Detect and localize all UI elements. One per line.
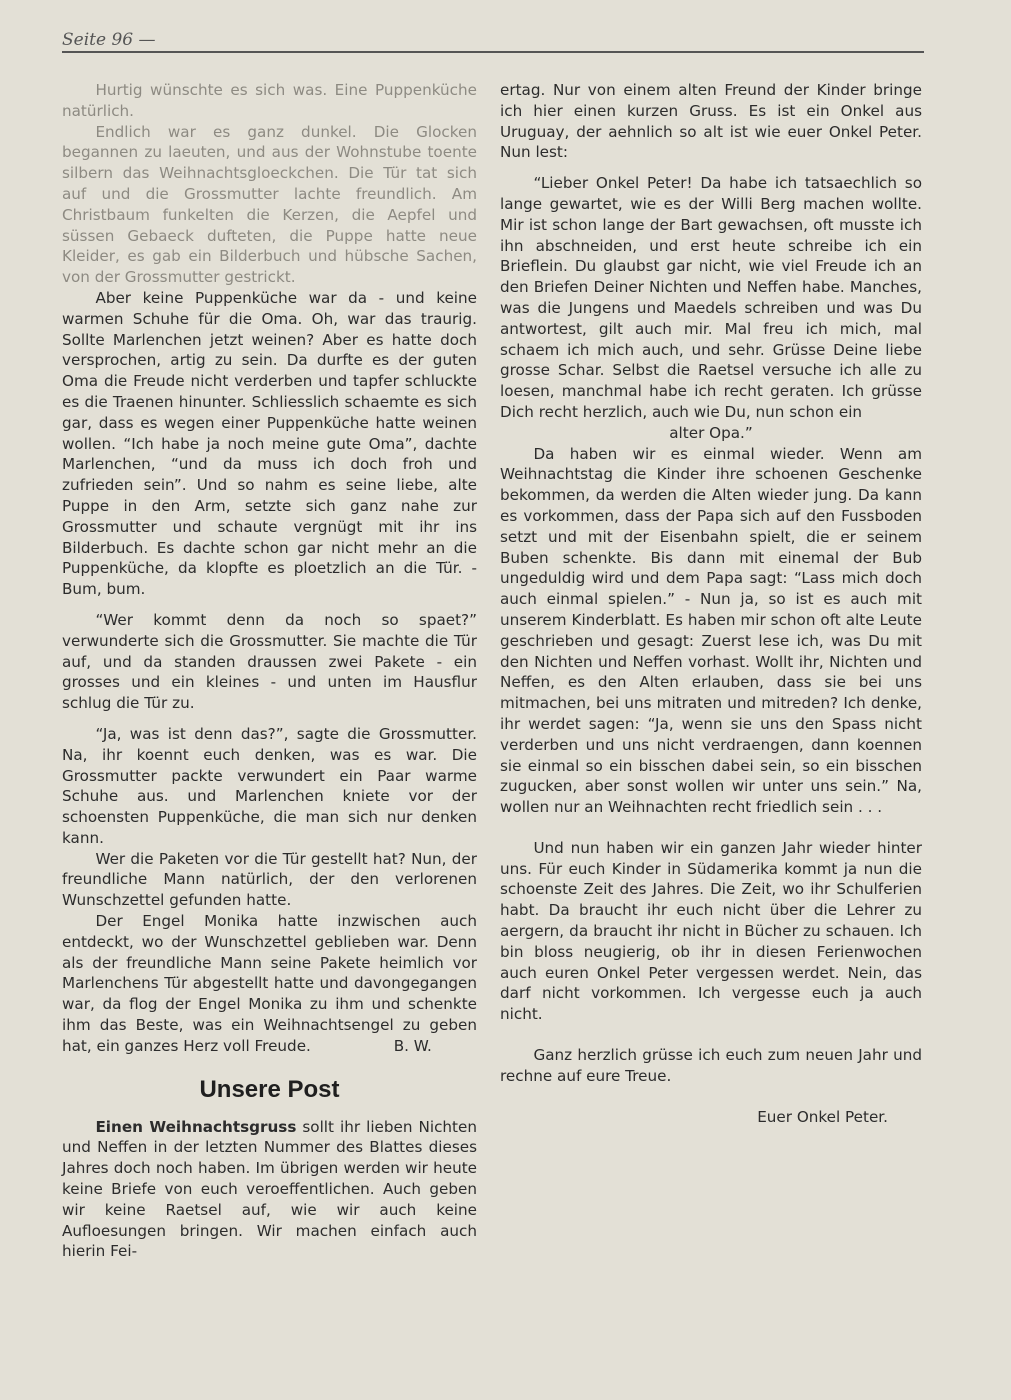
story-paragraph: Endlich war es ganz dunkel. Die Glocken begannen zu laeuten, und aus der Wohnstube toente silbern das Weihnachtsgloeckchen. Die Tür tat sich auf und die Grossmutter lachte freundlich. Am Christbaum funkelten die Kerzen, die Aepfel und süssen Gebaeck dufteten, die Puppe hatte neue Kleider, es gab ein Bilderbuch und hübsche Sachen, von der Grossmutter gestrickt.	[62, 122, 477, 287]
editor-paragraph: Und nun haben wir ein ganzen Jahr wieder hinter uns. Für euch Kinder in Südamerika kommt ja nun die schoenste Zeit des Jahres. Die Zeit, wo ihr Schulferien habt. Da braucht ihr euch nicht über die Lehrer zu aergern, da braucht ihr nicht in Bücher zu schauen. Ich bin bloss neugierig, ob ihr in diesen Ferienwochen auch euren Onkel Peter vergessen werdet. Nein, das darf nicht vorkommen. Ich vergesse euch ja auch nicht.	[500, 838, 922, 1024]
left-column	[62, 80, 477, 1262]
story-paragraph: “Wer kommt denn da noch so spaet?” verwunderte sich die Grossmutter. Sie machte die Tür auf, und da standen draussen zwei Pakete - ein grosses und ein kleines - und unten im Hausflur schlug die Tür zu.	[62, 610, 477, 713]
editor-paragraph: Ganz herzlich grüsse ich euch zum neuen Jahr und rechne auf eure Treue.	[500, 1046, 922, 1085]
page-header	[62, 30, 924, 56]
right-column	[500, 80, 922, 1127]
paragraph-gap	[62, 714, 477, 724]
story-paragraph: Aber keine Puppenküche war da - und keine warmen Schuhe für die Oma. Oh, war das traurig. Sollte Marlenchen jetzt weinen? Aber es hatte doch versprochen, artig zu sein. Da durfte es der guten Oma die Freude nicht verderben und tapfer schluckte es die Traenen hinunter. Schliesslich schaemte es sich gar, dass es wegen einer Puppenküche hatte weinen wollen. “Ich habe ja noch meine gute Oma”, dachte Marlenchen, “und da muss ich doch froh und zufrieden sein”. Und so nahm es seine liebe, alte Puppe in den Arm, setzte sich ganz nahe zur Grossmutter und schaute vergnügt mit ihr ins Bilderbuch. Es dachte schon gar nicht mehr an die Puppenküche, da klopfte es ploetzlich an die Tür. - Bum, bum.	[62, 288, 477, 599]
paragraph-gap	[500, 818, 922, 838]
story-paragraph: Wer die Paketen vor die Tür gestellt hat? Nun, der freundliche Mann natürlich, der den verlorenen Wunschzettel gefunden hatte.	[62, 849, 477, 910]
story-signature: B. W.	[393, 1036, 432, 1055]
post-intro-text: sollt ihr lieben Nichten und Neffen in der letzten Nummer des Blattes dieses Jahres doch noch haben. Im übrigen werden wir heute keine Briefe von euch veroeffentlichen. Auch geben wir keine Raetsel auf, wie wir auch keine Aufloesungen bringen. Wir machen einfach auch hierin Fei-	[62, 1117, 477, 1261]
section-title: Unsere Post	[199, 1075, 340, 1103]
paragraph-gap	[62, 600, 477, 610]
story-paragraph: “Ja, was ist denn das?”, sagte die Grossmutter. Na, ihr koennt euch denken, was es war. Die Grossmutter packte verwundert ein Paar warme Schuhe aus. und Marlenchen kniete vor der schoensten Puppenküche, die man sich nur denken kann.	[62, 724, 477, 847]
story-paragraph	[62, 911, 477, 1057]
letter-intro: ertag. Nur von einem alten Freund der Kinder bringe ich hier einen kurzen Gruss. Es ist ein Onkel aus Uruguay, der aehnlich so alt ist wie euer Onkel Peter. Nun lest:	[500, 81, 922, 162]
story-paragraph: Hurtig wünschte es sich was. Eine Puppenküche natürlich.	[62, 81, 477, 120]
reader-letter-signature: alter Opa.”	[669, 423, 753, 442]
paragraph-gap	[500, 1087, 922, 1107]
post-intro-paragraph	[62, 1117, 477, 1263]
editor-paragraph: Da haben wir es einmal wieder. Wenn am Weihnachtstag die Kinder ihre schoenen Geschenke bekommen, da werden die Alten wieder jung. Da kann es vorkommen, dass der Papa sich auf den Fussboden setzt und mit der Eisenbahn spielt, die er seinem Buben schenkte. Bis dann mit einemal der Bub ungeduldig wird und dem Papa sagt: “Lass mich doch auch einmal spielen.” - Nun ja, so ist es auch mit unserem Kinderblatt. Es haben mir schon oft alte Leute geschrieben und gesagt: Zuerst lese ich, was Du mit den Nichten und Neffen vorhast. Wollt ihr, Nichten und Neffen, es den Alten erlauben, dass sie bei uns mitmachen, bei uns mitraten und mitreden? Ich denke, ihr werdet sagen: “Ja, wenn sie uns den Spass nicht verderben und uns nicht verdraengen, dann koennen sie einmal so ein bisschen dabei sein, so ein bisschen zugucken, aber sonst wollen wir unter uns sein.” Na, wollen nur an Weihnachten recht friedlich sein . . .	[500, 444, 922, 817]
paragraph-gap	[500, 163, 922, 173]
header-rule	[62, 51, 924, 53]
paragraph-gap	[500, 1025, 922, 1045]
story-paragraph-text: Der Engel Monika hatte inzwischen auch entdeckt, wo der Wunschzettel geblieben war. Denn als der freundliche Mann seine Pakete heimlich vor Marlenchens Tür abgestellt hatte und davongegangen war, da flog der Engel Monika zu ihm und schenkte ihm das Beste, was ein Weihnachtsengel zu geben hat, ein ganzes Herz voll Freude.	[62, 912, 477, 1055]
reader-letter: “Lieber Onkel Peter! Da habe ich tatsaechlich so lange gewartet, wie es der Willi Berg machen wollte. Mir ist schon lange der Bart gewachsen, oft musste ich ihn abschneiden, und erst heute schreibe ich ein Brieflein. Du glaubst gar nicht, wie viel Freude ich an den Briefen Deiner Nichten und Neffen habe. Manches, was die Jungens und Maedels schreiben und was Du antwortest, gilt auch mir. Mal freu ich mich, mal schaem ich mich auch, und sehr. Grüsse Deine liebe grosse Schar. Selbst die Raetsel versuche ich alle zu loesen, manchmal habe ich recht geraten. Ich grüsse Dich recht herzlich, auch wie Du, nun schon ein	[500, 174, 922, 421]
page-number: Seite 96 —	[62, 30, 156, 50]
editor-signature: Euer Onkel Peter.	[757, 1107, 888, 1126]
post-lead-in: Einen Weihnachtsgruss	[95, 1117, 297, 1136]
